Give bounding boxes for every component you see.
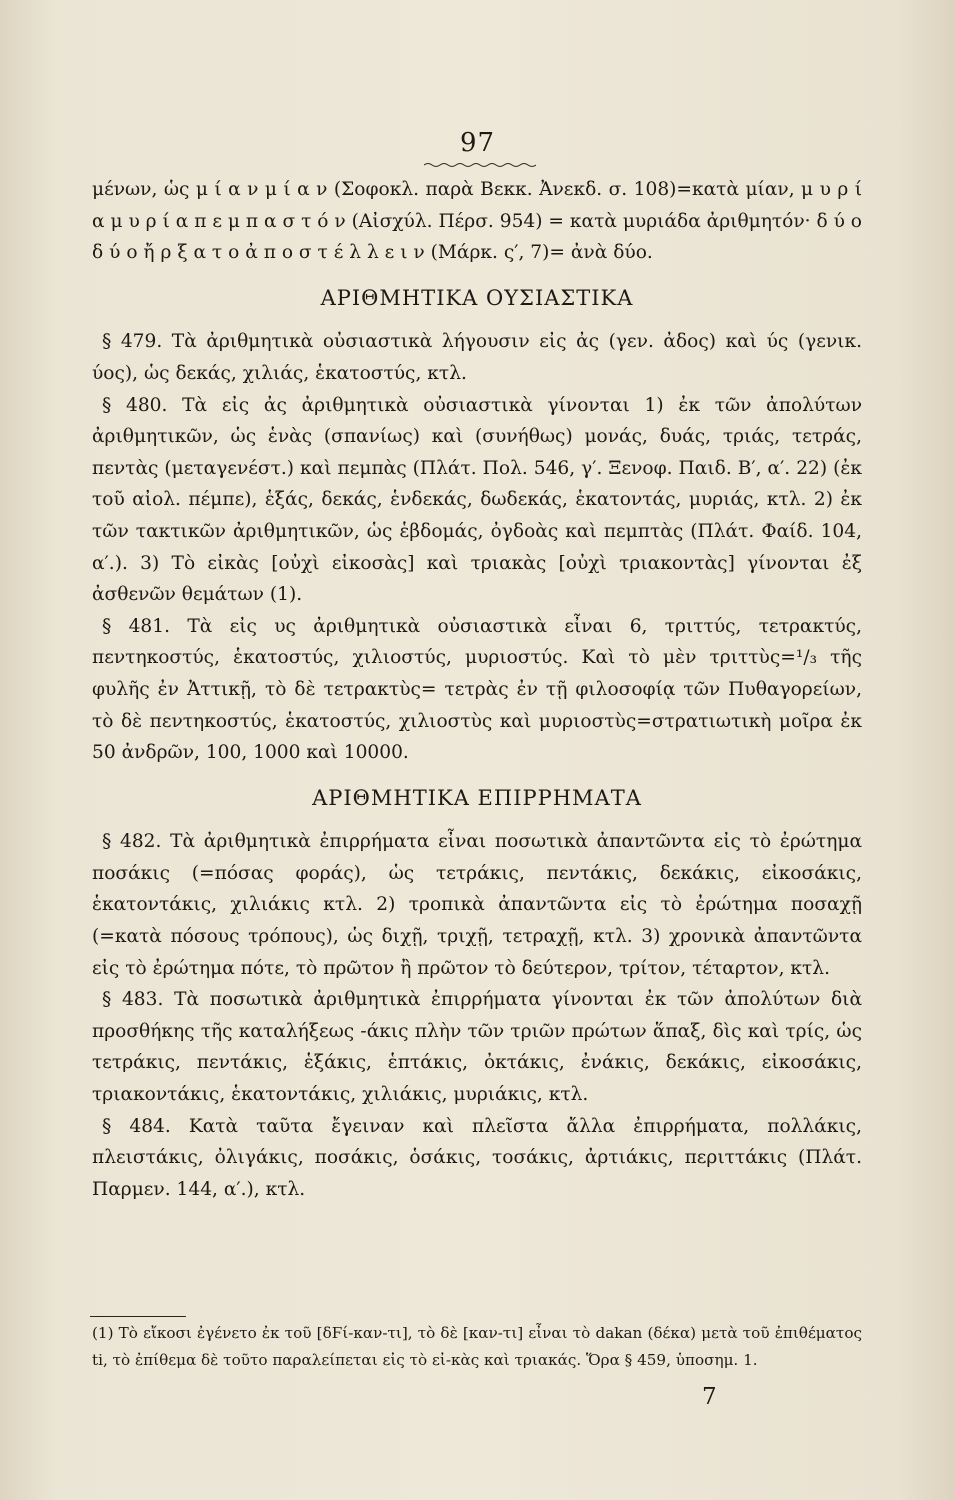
footnote-rule [90, 1316, 186, 1317]
main-text [92, 174, 862, 1205]
paragraph-481: § 481. Τὰ εἰς υς ἀριθμητικὰ οὐσιαστικὰ εἶναι 6, τριττύς, τετρακτύς, πεντηκοστύς, ἑκατοστύς, χιλιοστύς, μυριοστύς. Καὶ τὸ μὲν τριττὺς=¹/₃ τῆς φυλῆς ἐν Ἀττικῇ, τὸ δὲ τετρακτὺς= τετρὰς ἐν τῇ φιλοσοφίᾳ τῶν Πυθαγορείων, τὸ δὲ πεντηκοστύς, ἑκατοστύς, χιλιοστὺς καὶ μυριοστὺς=στρατιωτικὴ μοῖρα ἐκ 50 ἀνδρῶν, 100, 1000 καὶ 10000. [92, 615, 862, 764]
signature-mark: 7 [702, 1384, 717, 1410]
section-heading-nouns: ΑΡΙΘΜΗΤΙΚΑ ΟΥΣΙΑΣΤΙΚΑ [320, 285, 634, 310]
intro-paragraph: μένων, ὡς μ ί α ν μ ί α ν (Σοφοκλ. παρὰ Βεκκ. Ἀνεκδ. σ. 108)=κατὰ μίαν, μ υ ρ ί α μ υ ρ ί α π ε μ π α σ τ ό ν (Αἰσχύλ. Πέρσ. 954) = κατὰ μυριάδα ἀριθμητόν· δ ύ ο δ ύ ο ἤ ρ ξ α τ ο ἀ π ο σ τ έ λ λ ε ι ν (Μάρκ. ς′, 7)= ἀνὰ δύο. [92, 179, 862, 264]
paragraph-482: § 482. Τὰ ἀριθμητικὰ ἐπιρρήματα εἶναι ποσωτικὰ ἀπαντῶντα εἰς τὸ ἐρώτημα ποσάκις (=πόσας φοράς), ὡς τετράκις, πεντάκις, δεκάκις, εἰκοσάκις, ἑκατοντάκις, χιλιάκις κτλ. 2) τροπικὰ ἀπαντῶντα εἰς τὸ ἐρώτημα ποσαχῇ (=κατὰ πόσους τρόπους), ὡς διχῇ, τριχῇ, τετραχῇ, κτλ. 3) χρονικὰ ἀπαντῶντα εἰς τὸ ἐρώτημα πότε, τὸ πρῶτον ἢ πρῶτον τὸ δεύτερον, τρίτον, τέταρτον, κτλ. [92, 831, 862, 979]
decorative-wavy-rule [424, 162, 536, 168]
paragraph-484: § 484. Κατὰ ταῦτα ἔγειναν καὶ πλεῖστα ἄλλα ἐπιρρήματα, πολλάκις, πλειστάκις, ὀλιγάκις, ποσάκις, ὁσάκις, τοσάκις, ἀρτιάκις, περιττάκις (Πλάτ. Παρμεν. 144, α′.), κτλ. [92, 1115, 862, 1200]
page-number: 97 [459, 128, 496, 158]
paragraph-479: § 479. Τὰ ἀριθμητικὰ οὐσιαστικὰ λήγουσιν εἰς ἀς (γεν. ἀδος) καὶ ύς (γενικ. ύος), ὡς δεκάς, χιλιάς, ἑκατοστύς, κτλ. [92, 331, 862, 384]
paragraph-483: § 483. Τὰ ποσωτικὰ ἀριθμητικὰ ἐπιρρήματα γίνονται ἐκ τῶν ἀπολύτων διὰ προσθήκης τῆς καταλήξεως -άκις πλὴν τῶν τριῶν πρώτων ἅπαξ, δὶς καὶ τρίς, ὡς τετράκις, πεντάκις, ἑξάκις, ἑπτάκις, ὀκτάκις, ἐνάκις, δεκάκις, εἰκοσάκις, τριακοντάκις, ἑκατοντάκις, χιλιάκις, μυριάκις, κτλ. [92, 989, 862, 1106]
paragraph-480: § 480. Τὰ εἰς ἀς ἀριθμητικὰ οὐσιαστικὰ γίνονται 1) ἐκ τῶν ἀπολύτων ἀριθμητικῶν, ὡς ἑνὰς (σπανίως) καὶ (συνήθως) μονάς, δυάς, τριάς, τετράς, πεντὰς (μεταγενέστ.) καὶ πεμπὰς (Πλάτ. Πολ. 546, γ′. Ξενοφ. Παιδ. Β′, α′. 22) (ἐκ τοῦ αἰολ. πέμπε), ἑξάς, δεκάς, ἑνδεκάς, δωδεκάς, ἑκατοντάς, μυριάς, κτλ. 2) ἐκ τῶν τακτικῶν ἀριθμητικῶν, ὡς ἑβδομάς, ὀγδοὰς καὶ πεμπτὰς (Πλάτ. Φαίδ. 104, α′.). 3) Τὸ εἰκὰς [οὐχὶ εἰκοσὰς] καὶ τριακὰς [οὐχὶ τριακοντὰς] γίνονται ἐξ ἀσθενῶν θεμάτων (1). [92, 394, 862, 606]
section-heading-adverbs: ΑΡΙΘΜΗΤΙΚΑ ΕΠΙΡΡΗΜΑΤΑ [312, 785, 642, 810]
footnote: (1) Τὸ εἴκοσι ἐγένετο ἐκ τοῦ [δϜί-καν-τι], τὸ δὲ [καν-τι] εἶναι τὸ dakan (δέκα) μετὰ τοῦ ἐπιθέματος ti, τὸ ἐπίθεμα δὲ τοῦτο παραλείπεται εἰς τὸ εἰ-κὰς καὶ τριακάς. Ὅρα § 459, ὑποσημ. 1. [92, 1324, 862, 1369]
